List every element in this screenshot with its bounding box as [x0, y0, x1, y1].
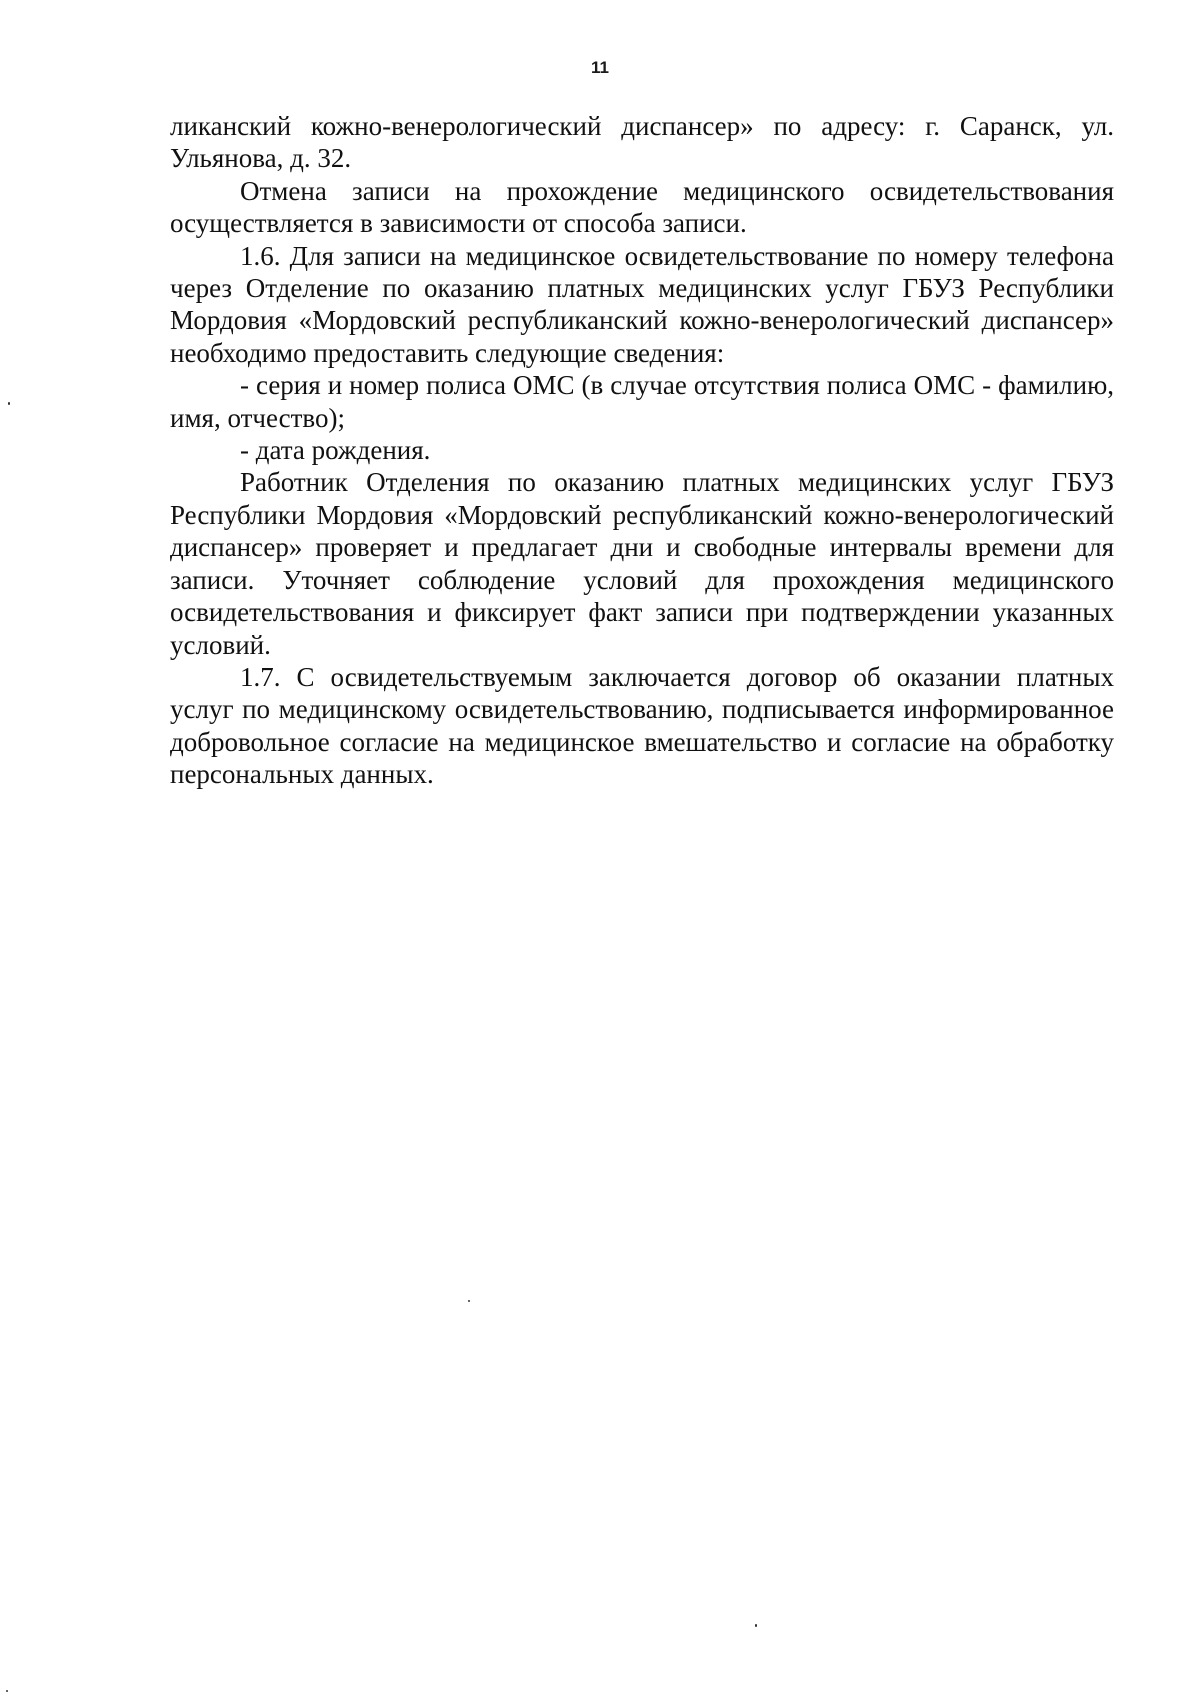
paragraph-employee: Работник Отделения по оказанию платных медицинских услуг ГБУЗ Республики Мордовия «Мордовский республиканский кожно-венерологический диспансер» проверяет и предлагает дни и свободные интервалы времени для записи. Уточняет соблюдение условий для прохождения медицинского освидетельствования и фиксирует факт записи при подтверждении указанных условий.	[170, 467, 1114, 660]
paragraph-cancellation: Отмена записи на прохождение медицинского освидетельствования осуществляется в зависимости от способа записи.	[170, 175, 1114, 239]
document-body	[170, 110, 1114, 791]
paragraph-1-6: 1.6. Для записи на медицинское освидетельствование по номеру телефона через Отделение по оказанию платных медицинских услуг ГБУЗ Республики Мордовия «Мордовский республиканский кожно-венерологический диспансер» необходимо предоставить следующие сведения:	[170, 240, 1114, 368]
scan-speck	[8, 402, 10, 405]
scan-speck	[468, 1300, 470, 1302]
list-item-birthdate: - дата рождения.	[240, 435, 431, 466]
paragraph-1-7: 1.7. С освидетельствуемым заключается договор об оказании платных услуг по медицинскому освидетельствованию, подписывается информированное добровольное согласие на медицинское вмешательство и согласие на обработку персональных данных.	[170, 661, 1114, 790]
scan-speck	[6, 1690, 8, 1692]
list-item-policy: - серия и номер полиса ОМС (в случае отсутствия полиса ОМС - фамилию, имя, отчество);	[170, 370, 1114, 433]
paragraph-address-continuation: ликанский кожно-венерологический диспансер» по адресу: г. Саранск, ул. Ульянова, д. 32.	[170, 111, 1114, 174]
page-number: 11	[591, 58, 609, 77]
scan-speck	[755, 1624, 757, 1627]
